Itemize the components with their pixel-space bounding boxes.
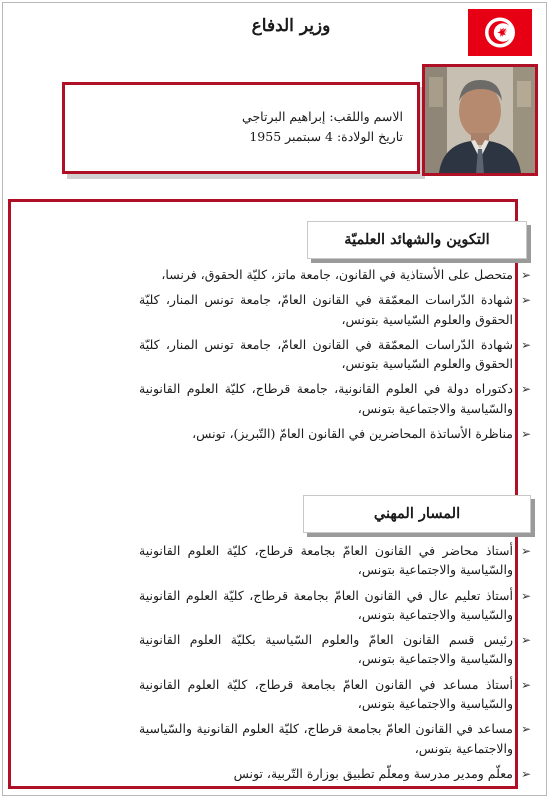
list-item: ➢ رئيس قسم القانون العامّ والعلوم السّياسية بكليّة العلوم القانونية والسّياسية والاجتماعية بتونس،: [139, 632, 531, 667]
name-line: الاسم واللقب: إبراهيم البرتاجي: [242, 109, 403, 124]
check-arrow-icon: ➢: [520, 544, 531, 558]
page-title: وزير الدفاع: [251, 16, 331, 36]
list-item: ➢ أستاذ تعليم عال في القانون العامّ بجامعة قرطاج، كليّة العلوم القانونية والسّياسية والاجتماعية بتونس،: [139, 587, 531, 622]
list-item: ➢ أستاذ مساعد في القانون العامّ بجامعة قرطاج، كليّة العلوم القانونية والسّياسية والاجتماعية بتونس،: [139, 676, 531, 712]
check-arrow-icon: ➢: [520, 337, 531, 352]
education-list: [139, 265, 531, 449]
list-item: ➢ دكتوراه دولة في العلوم القانونية، جامعة قرطاج، كليّة العلوم القانونية والسّياسية والاجتماعية بتونس،: [139, 381, 531, 416]
check-arrow-icon: ➢: [520, 382, 531, 397]
check-arrow-icon: ➢: [520, 427, 531, 442]
check-arrow-icon: ➢: [520, 293, 531, 308]
list-item: ➢ متحصل على الأستاذية في القانون، جامعة ماتز، كليّة الحقوق، فرنسا،: [139, 265, 531, 284]
check-arrow-icon: ➢: [520, 677, 531, 692]
check-arrow-icon: ➢: [520, 588, 531, 603]
check-arrow-icon: ➢: [520, 766, 531, 781]
career-heading: المسار المهني: [303, 495, 531, 533]
tunisia-flag-icon: [468, 9, 532, 56]
birth-date-line: تاريخ الولادة: 4 سبتمبر 1955: [249, 129, 403, 144]
education-heading: التكوين والشهائد العلميّة: [307, 221, 527, 259]
check-arrow-icon: ➢: [520, 268, 531, 282]
portrait-photo: [422, 64, 538, 176]
list-item: ➢ شهادة الدّراسات المعمّقة في القانون العامّ، جامعة تونس المنار، كليّة الحقوق والعلوم السّياسية بتونس،: [139, 336, 531, 372]
check-arrow-icon: ➢: [520, 633, 531, 648]
check-arrow-icon: ➢: [520, 722, 531, 737]
list-item: ➢ أستاذ محاضر في القانون العامّ بجامعة قرطاج، كليّة العلوم القانونية والسّياسية والاجتماعية بتونس،: [139, 543, 531, 578]
career-list: [139, 541, 531, 789]
list-item: ➢ معلّم ومدير مدرسة ومعلّم تطبيق بوزارة التّربية، تونس: [139, 764, 531, 783]
list-item: ➢ مساعد في القانون العامّ بجامعة قرطاج، كليّة العلوم القانونية والسّياسية والاجتماعية بتونس،: [139, 721, 531, 756]
list-item: ➢ شهادة الدّراسات المعمّقة في القانون العامّ، جامعة تونس المنار، كليّة الحقوق والعلوم السّياسية بتونس،: [139, 292, 531, 327]
identity-box: [62, 82, 420, 174]
list-item: ➢ مناظرة الأساتذة المحاضرين في القانون العامّ (التّبريز)، تونس،: [139, 424, 531, 443]
